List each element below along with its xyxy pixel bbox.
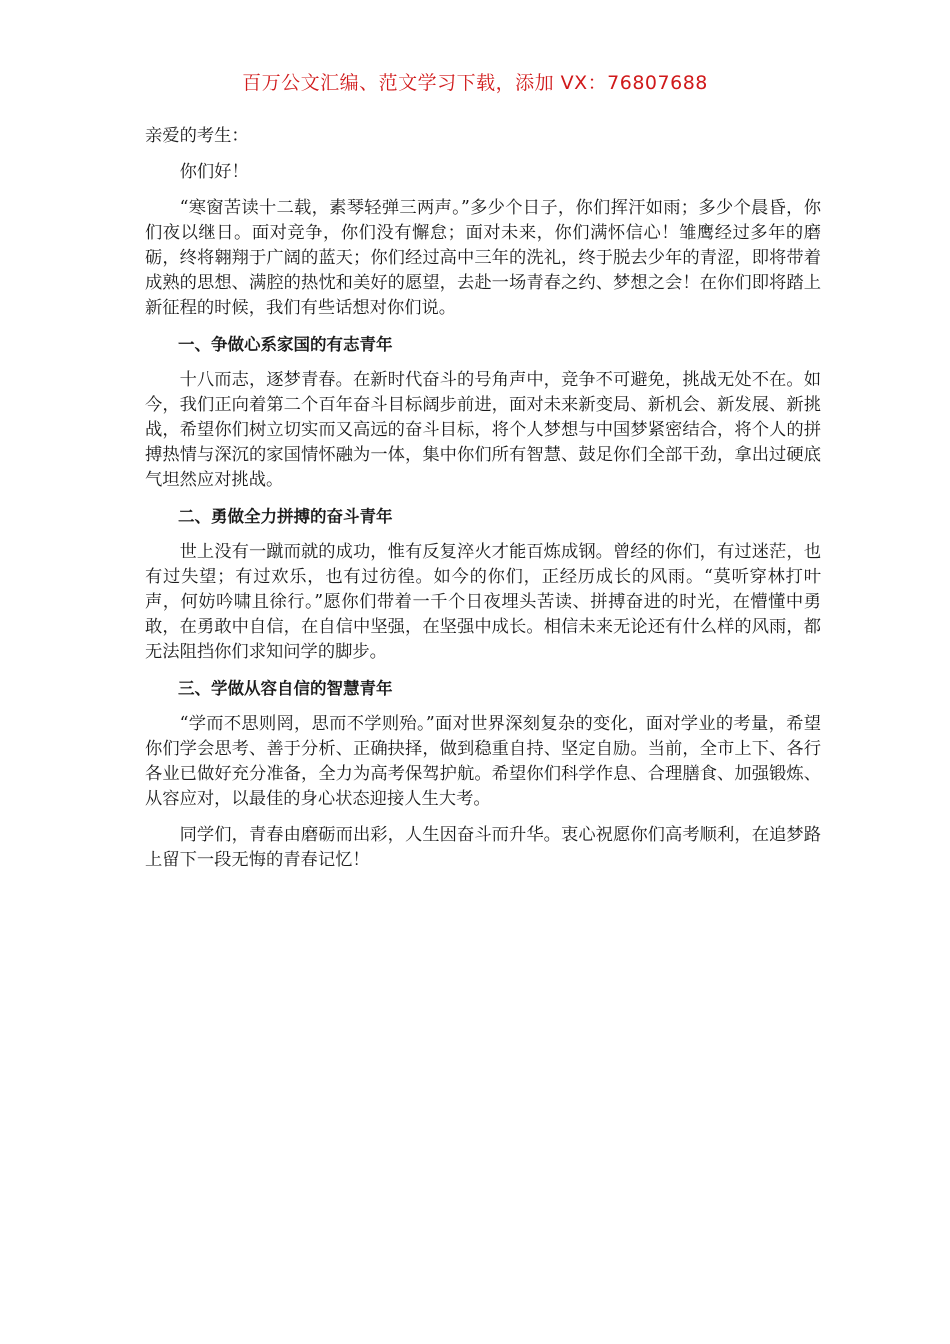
section-heading: 三、学做从容自信的智慧青年 [178,679,393,698]
greeting: 你们好！ [179,162,249,182]
section-paragraph: “学而不思则罔，思而不学则殆。”面对世界深刻复杂的变化，面对学业的考量，希望你们学会思考、善于分析、正确抉择，做到稳重自持、坚定自励。当前，全市上下、各行各业已做好充分准备，全力为高考保驾护航。希望你们科学作息、合理膳食、加强锻炼、从容应对，以最佳的身心状态迎接人生大考。 [145,714,821,809]
letter-body [145,124,821,884]
section-heading: 一、争做心系家国的有志青年 [178,335,393,354]
salutation: 亲爱的考生： [145,126,249,146]
closing-paragraph: 同学们，青春由磨砺而出彩，人生因奋斗而升华。衷心祝愿你们高考顺利，在追梦路上留下一段无悔的青春记忆！ [145,825,821,870]
section-paragraph: 世上没有一蹴而就的成功，惟有反复淬火才能百炼成钢。曾经的你们，有过迷茫，也有过失望；有过欢乐，也有过彷徨。如今的你们，正经历成长的风雨。“莫听穿林打叶声，何妨吟啸且徐行。”愿你们带着一千个日夜埋头苦读、拼搏奋进的时光，在懵懂中勇敢，在勇敢中自信，在自信中坚强，在坚强中成长。相信未来无论还有什么样的风雨，都无法阻挡你们求知问学的脚步。 [145,542,821,662]
section-heading: 二、勇做全力拼搏的奋斗青年 [178,507,393,526]
intro-paragraph: “寒窗苦读十二载，素琴轻弹三两声。”多少个日子，你们挥汗如雨；多少个晨昏，你们夜以继日。面对竞争，你们没有懈怠；面对未来，你们满怀信心！雏鹰经过多年的磨砺，终将翱翔于广阔的蓝天；你们经过高中三年的洗礼，终于脱去少年的青涩，即将带着成熟的思想、满腔的热忱和美好的愿望，去赴一场青春之约、梦想之会！在你们即将踏上新征程的时候，我们有些话想对你们说。 [145,198,821,318]
header-banner: 百万公文汇编、范文学习下载，添加 VX：76807688 [242,72,708,94]
section-paragraph: 十八而志，逐梦青春。在新时代奋斗的号角声中，竞争不可避免，挑战无处不在。如今，我们正向着第二个百年奋斗目标阔步前进，面对未来新变局、新机会、新发展、新挑战，希望你们树立切实而又高远的奋斗目标，将个人梦想与中国梦紧密结合，将个人的拼搏热情与深沉的家国情怀融为一体，集中你们所有智慧、鼓足你们全部干劲，拿出过硬底气坦然应对挑战。 [145,370,821,490]
